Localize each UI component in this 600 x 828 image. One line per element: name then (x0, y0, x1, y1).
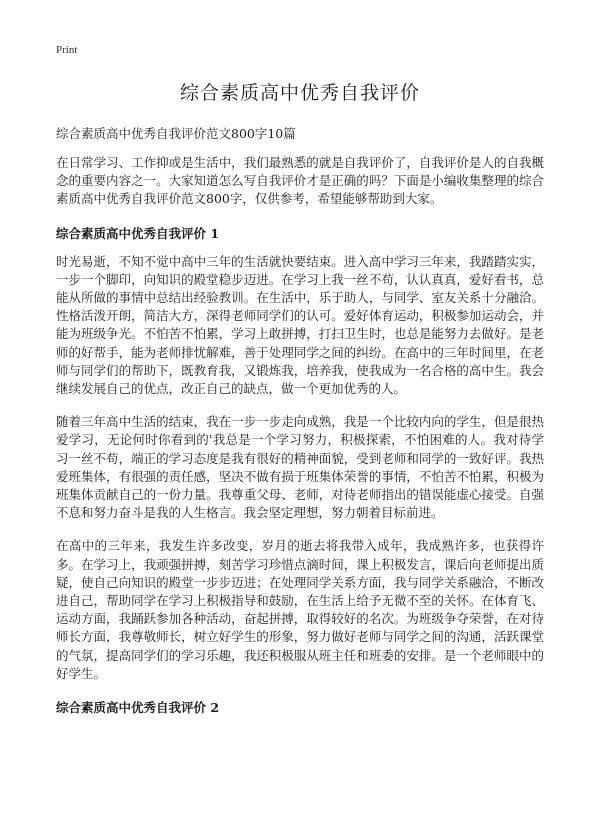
document-title: 综合素质高中优秀自我评价 (179, 82, 420, 104)
section-heading-2: 综合素质高中优秀自我评价 2 (56, 700, 220, 716)
document-page (56, 78, 544, 727)
section-1-paragraph-3: 在高中的三年来，我发生许多改变，岁月的逝去将我带入成年，我成熟许多，也获得许多。在学习上，我顽强拼搏，刻苦学习珍惜点滴时间，课上积极发言，课后向老师提出质疑，使自己向知识的殿堂一步步迈进；在处理同学关系方面，我与同学关系融洽，不断改进自己，帮助同学在学习上积极指导和鼓励，在生活上给予无微不至的关怀。在体育飞、运动方面，我踊跃参加各种活动，奋起拼搏，取得较好的名次。为班级争夺荣誉，在对待师长方面，我尊敬师长，树立好学生的形象，努力做好老师与同学之间的沟通，活跃课堂的气氛，提高同学们的学习乐趣，我还积极服从班主任和班委的安排。是一个老师眼中的好学生。 (56, 538, 544, 681)
section-1-paragraph-2: 随着三年高中生活的结束，我在一步一步走向成熟，我是一个比较内向的学生，但是很热爱学习，无论何时你看到的'我总是一个学习努力，积极探索，不怕困难的人。我对待学习一丝不苟，端正的学习态度是我有很好的精神面貌，受到老师和同学的一致好评。我热爱班集体，有很强的责任感，坚决不做有损于班集体荣誉的事情，不怕苦不怕累，积极为班集体贡献自己的一份力量。我尊重父母、老师，对待老师指出的错误能虚心接受。自强不息和努力奋斗是我的人生格言。我会坚定理想，努力朝着目标前进。 (56, 414, 544, 521)
document-subtitle: 综合素质高中优秀自我评价范文800字10篇 (56, 126, 296, 141)
section-heading-1: 综合素质高中优秀自我评价 1 (56, 225, 220, 241)
print-label: Print (56, 44, 78, 56)
intro-paragraph: 在日常学习、工作抑或是生活中，我们最熟悉的就是自我评价了，自我评价是人的自我概念的重要内容之一。大家知道怎么写自我评价才是正确的吗？下面是小编收集整理的综合素质高中优秀自我评价范文800字，仅供参考，希望能够帮助到大家。 (56, 155, 544, 207)
section-1-paragraph-1: 时光易逝，不知不觉中高中三年的生活就快要结束。进入高中学习三年来，我踏踏实实，一步一个脚印，向知识的殿堂稳步迈进。在学习上我一丝不苟，认认真真，爱好看书，总能从所做的事情中总结出经验教训。在生活中，乐于助人，与同学、室友关系十分融洽。性格活泼开朗，简洁大方，深得老师同学们的认可。爱好体育运动，积极参加运动会，并能为班级争光。不怕苦不怕累，学习上敢拼搏，打扫卫生时，也总是能努力去做好。是老师的好帮手，能为老师排忧解难，善于处理同学之间的纠纷。在高中的三年时间里，在老师与同学们的帮助下，既教育我，又锻炼我，培养我，使我成为一名合格的高中生。我会继续发展自己的优点，改正自己的缺点，做一个更加优秀的人。 (56, 253, 544, 397)
